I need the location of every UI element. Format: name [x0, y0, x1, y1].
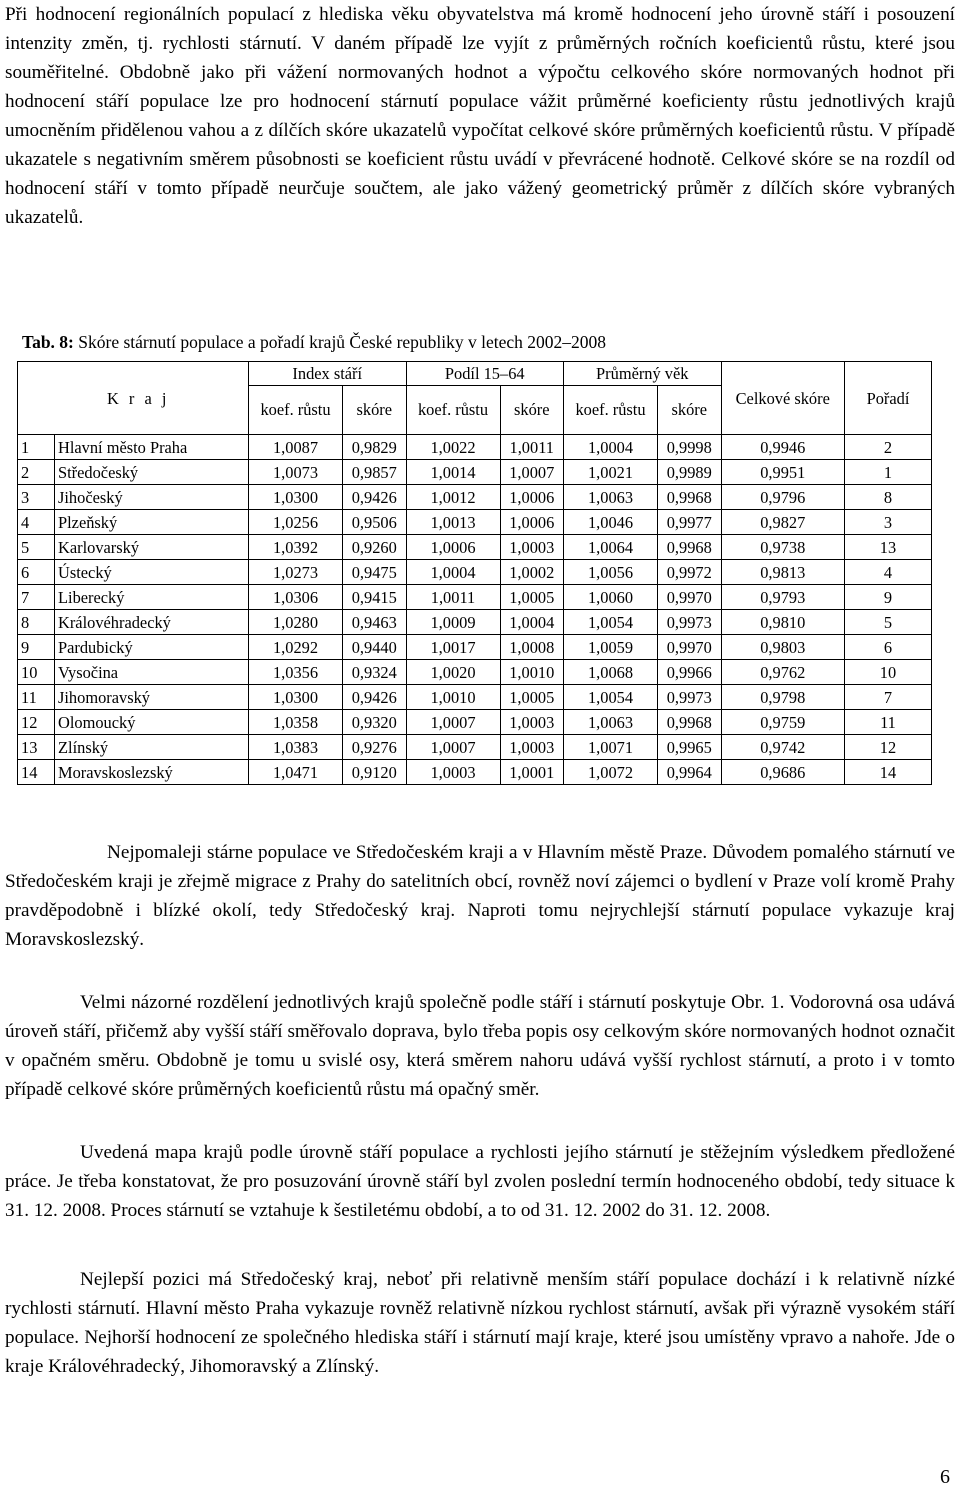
cell-podil-koef: 1,0007: [406, 735, 500, 760]
cell-vek-koef: 1,0054: [564, 610, 658, 635]
header-koef-1: koef. růstu: [249, 386, 343, 435]
cell-index-koef: 1,0256: [249, 510, 343, 535]
cell-vek-skore: 0,9968: [658, 710, 721, 735]
cell-poradi: 6: [845, 635, 932, 660]
cell-index-koef: 1,0356: [249, 660, 343, 685]
cell-celkove-skore: 0,9798: [721, 685, 845, 710]
cell-celkove-skore: 0,9827: [721, 510, 845, 535]
cell-vek-skore: 0,9968: [658, 535, 721, 560]
cell-podil-koef: 1,0022: [406, 435, 500, 460]
cell-poradi: 11: [845, 710, 932, 735]
page-number: 6: [940, 1466, 950, 1488]
cell-number: 2: [18, 460, 55, 485]
header-koef-2: koef. růstu: [406, 386, 500, 435]
cell-vek-skore: 0,9970: [658, 585, 721, 610]
cell-podil-koef: 1,0004: [406, 560, 500, 585]
cell-podil-koef: 1,0014: [406, 460, 500, 485]
cell-podil-skore: 1,0003: [500, 735, 563, 760]
cell-poradi: 13: [845, 535, 932, 560]
cell-vek-koef: 1,0063: [564, 710, 658, 735]
paragraph-figure-description: Velmi názorné rozdělení jednotlivých krajů společně podle stáří i stárnutí poskytuje Obr. 1. Vodorovná osa udává úroveň stáří, přičemž aby vyšší stáří směřovalo doprava, bylo třeba popis osy celkovým skóre normovaných hodnot označit v opačném směru. Obdobně je tomu u svislé osy, která směrem nahoru udává vyšší rychlost stárnutí, a proto i v tomto případě celkové skóre průměrných koeficientů růstu má opačný směr.: [5, 992, 955, 1100]
table-row: [18, 710, 932, 735]
cell-region-name: Pardubický: [55, 635, 249, 660]
cell-podil-skore: 1,0005: [500, 585, 563, 610]
cell-region-name: Liberecký: [55, 585, 249, 610]
table-caption-label: Tab. 8:: [22, 332, 74, 352]
table-row: [18, 635, 932, 660]
cell-vek-koef: 1,0071: [564, 735, 658, 760]
header-skore-1: skóre: [343, 386, 406, 435]
cell-celkove-skore: 0,9759: [721, 710, 845, 735]
cell-region-name: Zlínský: [55, 735, 249, 760]
cell-index-koef: 1,0306: [249, 585, 343, 610]
cell-number: 10: [18, 660, 55, 685]
cell-podil-koef: 1,0010: [406, 685, 500, 710]
cell-index-skore: 0,9506: [343, 510, 406, 535]
cell-podil-koef: 1,0006: [406, 535, 500, 560]
cell-poradi: 10: [845, 660, 932, 685]
cell-region-name: Ústecký: [55, 560, 249, 585]
table-caption-text: Skóre stárnutí populace a pořadí krajů České republiky v letech 2002–2008: [73, 332, 607, 352]
cell-podil-skore: 1,0005: [500, 685, 563, 710]
cell-vek-koef: 1,0004: [564, 435, 658, 460]
cell-vek-skore: 0,9973: [658, 610, 721, 635]
cell-vek-skore: 0,9989: [658, 460, 721, 485]
table-row: [18, 560, 932, 585]
cell-celkove-skore: 0,9793: [721, 585, 845, 610]
table-row: [18, 760, 932, 785]
cell-index-koef: 1,0273: [249, 560, 343, 585]
cell-podil-skore: 1,0010: [500, 660, 563, 685]
cell-region-name: Středočeský: [55, 460, 249, 485]
cell-index-koef: 1,0073: [249, 460, 343, 485]
cell-podil-koef: 1,0020: [406, 660, 500, 685]
table-row: [18, 735, 932, 760]
cell-number: 8: [18, 610, 55, 635]
cell-region-name: Královéhradecký: [55, 610, 249, 635]
cell-podil-skore: 1,0006: [500, 485, 563, 510]
cell-number: 6: [18, 560, 55, 585]
cell-celkove-skore: 0,9762: [721, 660, 845, 685]
paragraph-slowest-aging: Nejpomaleji stárne populace ve Středočeském kraji a v Hlavním městě Praze. Důvodem pomalého stárnutí ve Středočeském kraji je zřejmě migrace z Prahy do satelitních obcí, rovněž noví zájemci o bydlení v Praze volí kromě Prahy pravděpodobně i blízké okolí, tedy Středočeský kraj. Naproti tomu nejrychlejší stárnutí populace vykazuje kraj Moravskoslezský.: [5, 842, 955, 950]
cell-celkove-skore: 0,9796: [721, 485, 845, 510]
cell-vek-skore: 0,9998: [658, 435, 721, 460]
cell-index-koef: 1,0383: [249, 735, 343, 760]
cell-podil-skore: 1,0006: [500, 510, 563, 535]
table-header-row-1: [18, 362, 932, 386]
cell-number: 4: [18, 510, 55, 535]
cell-index-skore: 0,9440: [343, 635, 406, 660]
header-prumerny-vek: Průměrný věk: [564, 362, 722, 386]
cell-index-skore: 0,9260: [343, 535, 406, 560]
cell-poradi: 14: [845, 760, 932, 785]
cell-number: 9: [18, 635, 55, 660]
cell-vek-koef: 1,0063: [564, 485, 658, 510]
paragraph-best-position: Nejlepší pozici má Středočeský kraj, neboť při relativně menším stáří populace dochází i k relativně nízké rychlosti stárnutí. Hlavní město Praha vykazuje rovněž relativně nízkou rychlost stárnutí, avšak při výrazně vysokém stáří populace. Nejhorší hodnocení ze společného hlediska stáří i stárnutí mají kraje, které jsou umístěny vpravo a nahoře. Jde o kraje Královéhradecký, Jihomoravský a Zlínský.: [5, 1269, 955, 1377]
cell-index-skore: 0,9415: [343, 585, 406, 610]
cell-vek-koef: 1,0046: [564, 510, 658, 535]
cell-celkove-skore: 0,9810: [721, 610, 845, 635]
cell-region-name: Karlovarský: [55, 535, 249, 560]
cell-podil-skore: 1,0001: [500, 760, 563, 785]
cell-podil-skore: 1,0008: [500, 635, 563, 660]
cell-index-skore: 0,9320: [343, 710, 406, 735]
table-row: [18, 685, 932, 710]
cell-vek-skore: 0,9977: [658, 510, 721, 535]
cell-poradi: 9: [845, 585, 932, 610]
cell-podil-koef: 1,0017: [406, 635, 500, 660]
cell-region-name: Vysočina: [55, 660, 249, 685]
cell-vek-koef: 1,0060: [564, 585, 658, 610]
cell-poradi: 1: [845, 460, 932, 485]
cell-celkove-skore: 0,9951: [721, 460, 845, 485]
cell-vek-skore: 0,9965: [658, 735, 721, 760]
paragraph-map-result: Uvedená mapa krajů podle úrovně stáří populace a rychlosti jejího stárnutí je stěžejním výsledkem předložené práce. Je třeba konstatovat, že pro posuzování úrovně stáří byl zvolen poslední termín hodnoceného období, tedy situace k 31. 12. 2008. Proces stárnutí se vztahuje k šestiletému období, a to od 31. 12. 2002 do 31. 12. 2008.: [5, 1142, 955, 1221]
cell-region-name: Hlavní město Praha: [55, 435, 249, 460]
cell-index-koef: 1,0358: [249, 710, 343, 735]
cell-celkove-skore: 0,9686: [721, 760, 845, 785]
cell-podil-koef: 1,0007: [406, 710, 500, 735]
cell-podil-skore: 1,0007: [500, 460, 563, 485]
cell-poradi: 2: [845, 435, 932, 460]
cell-podil-koef: 1,0011: [406, 585, 500, 610]
cell-podil-koef: 1,0012: [406, 485, 500, 510]
cell-index-koef: 1,0280: [249, 610, 343, 635]
cell-poradi: 5: [845, 610, 932, 635]
cell-podil-koef: 1,0009: [406, 610, 500, 635]
cell-number: 3: [18, 485, 55, 510]
cell-index-skore: 0,9475: [343, 560, 406, 585]
cell-vek-skore: 0,9966: [658, 660, 721, 685]
cell-index-skore: 0,9857: [343, 460, 406, 485]
table-row: [18, 660, 932, 685]
cell-vek-skore: 0,9973: [658, 685, 721, 710]
cell-region-name: Plzeňský: [55, 510, 249, 535]
cell-region-name: Olomoucký: [55, 710, 249, 735]
header-poradi: Pořadí: [845, 362, 932, 435]
cell-number: 13: [18, 735, 55, 760]
cell-index-koef: 1,0471: [249, 760, 343, 785]
cell-poradi: 7: [845, 685, 932, 710]
paragraph-intro: Při hodnocení regionálních populací z hlediska věku obyvatelstva má kromě hodnocení jeho úrovně stáří i posouzení intenzity změn, tj. rychlosti stárnutí. V daném případě lze vyjít z průměrných ročních koeficientů růstu, které jsou souměřitelné. Obdobně jako při vážení normovaných hodnot a výpočtu celkového skóre normovaných hodnot při hodnocení stáří populace lze pro hodnocení stárnutí populace vážit průměrné koeficienty růstu jednotlivých krajů umocněním přidělenou vahou a z dílčích skóre ukazatelů vypočítat celkové skóre průměrných koeficientů růstu. V případě ukazatele s negativním směrem působnosti se koeficient růstu uvádí v převrácené hodnotě. Celkové skóre se na rozdíl od hodnocení stáří v tomto případě neurčuje součtem, ale jako vážený geometrický průměr z dílčích skóre vybraných ukazatelů.: [5, 4, 955, 228]
cell-vek-koef: 1,0064: [564, 535, 658, 560]
cell-number: 5: [18, 535, 55, 560]
cell-podil-skore: 1,0011: [500, 435, 563, 460]
cell-vek-skore: 0,9972: [658, 560, 721, 585]
cell-poradi: 12: [845, 735, 932, 760]
cell-index-koef: 1,0300: [249, 485, 343, 510]
cell-index-koef: 1,0292: [249, 635, 343, 660]
table-row: [18, 485, 932, 510]
cell-index-koef: 1,0087: [249, 435, 343, 460]
cell-vek-koef: 1,0059: [564, 635, 658, 660]
cell-index-koef: 1,0300: [249, 685, 343, 710]
cell-podil-skore: 1,0004: [500, 610, 563, 635]
cell-number: 14: [18, 760, 55, 785]
table-row: [18, 585, 932, 610]
cell-index-skore: 0,9426: [343, 685, 406, 710]
cell-region-name: Jihočeský: [55, 485, 249, 510]
table-row: [18, 610, 932, 635]
header-celkove-skore: Celkové skóre: [721, 362, 845, 435]
header-skore-3: skóre: [658, 386, 721, 435]
cell-region-name: Jihomoravský: [55, 685, 249, 710]
cell-vek-skore: 0,9964: [658, 760, 721, 785]
header-skore-2: skóre: [500, 386, 563, 435]
cell-index-skore: 0,9276: [343, 735, 406, 760]
cell-vek-koef: 1,0021: [564, 460, 658, 485]
cell-region-name: Moravskoslezský: [55, 760, 249, 785]
cell-celkove-skore: 0,9742: [721, 735, 845, 760]
cell-podil-koef: 1,0003: [406, 760, 500, 785]
header-index-stari: Index stáří: [249, 362, 407, 386]
cell-celkove-skore: 0,9803: [721, 635, 845, 660]
cell-vek-skore: 0,9970: [658, 635, 721, 660]
table-row: [18, 435, 932, 460]
cell-index-skore: 0,9829: [343, 435, 406, 460]
cell-podil-skore: 1,0002: [500, 560, 563, 585]
cell-number: 1: [18, 435, 55, 460]
table-body: [18, 435, 932, 785]
cell-index-koef: 1,0392: [249, 535, 343, 560]
cell-index-skore: 0,9426: [343, 485, 406, 510]
cell-poradi: 3: [845, 510, 932, 535]
cell-celkove-skore: 0,9738: [721, 535, 845, 560]
cell-vek-skore: 0,9968: [658, 485, 721, 510]
cell-podil-skore: 1,0003: [500, 710, 563, 735]
cell-vek-koef: 1,0056: [564, 560, 658, 585]
cell-celkove-skore: 0,9946: [721, 435, 845, 460]
cell-index-skore: 0,9324: [343, 660, 406, 685]
cell-number: 7: [18, 585, 55, 610]
cell-poradi: 4: [845, 560, 932, 585]
cell-podil-koef: 1,0013: [406, 510, 500, 535]
cell-number: 11: [18, 685, 55, 710]
cell-vek-koef: 1,0054: [564, 685, 658, 710]
table-row: [18, 460, 932, 485]
table-row: [18, 510, 932, 535]
cell-podil-skore: 1,0003: [500, 535, 563, 560]
cell-celkove-skore: 0,9813: [721, 560, 845, 585]
cell-index-skore: 0,9463: [343, 610, 406, 635]
aging-score-table: [17, 361, 932, 785]
header-podil: Podíl 15–64: [406, 362, 564, 386]
cell-poradi: 8: [845, 485, 932, 510]
table-caption: [22, 330, 606, 354]
cell-number: 12: [18, 710, 55, 735]
header-koef-3: koef. růstu: [564, 386, 658, 435]
cell-vek-koef: 1,0068: [564, 660, 658, 685]
cell-vek-koef: 1,0072: [564, 760, 658, 785]
table-row: [18, 535, 932, 560]
header-kraj: K r a j: [18, 362, 249, 435]
cell-index-skore: 0,9120: [343, 760, 406, 785]
